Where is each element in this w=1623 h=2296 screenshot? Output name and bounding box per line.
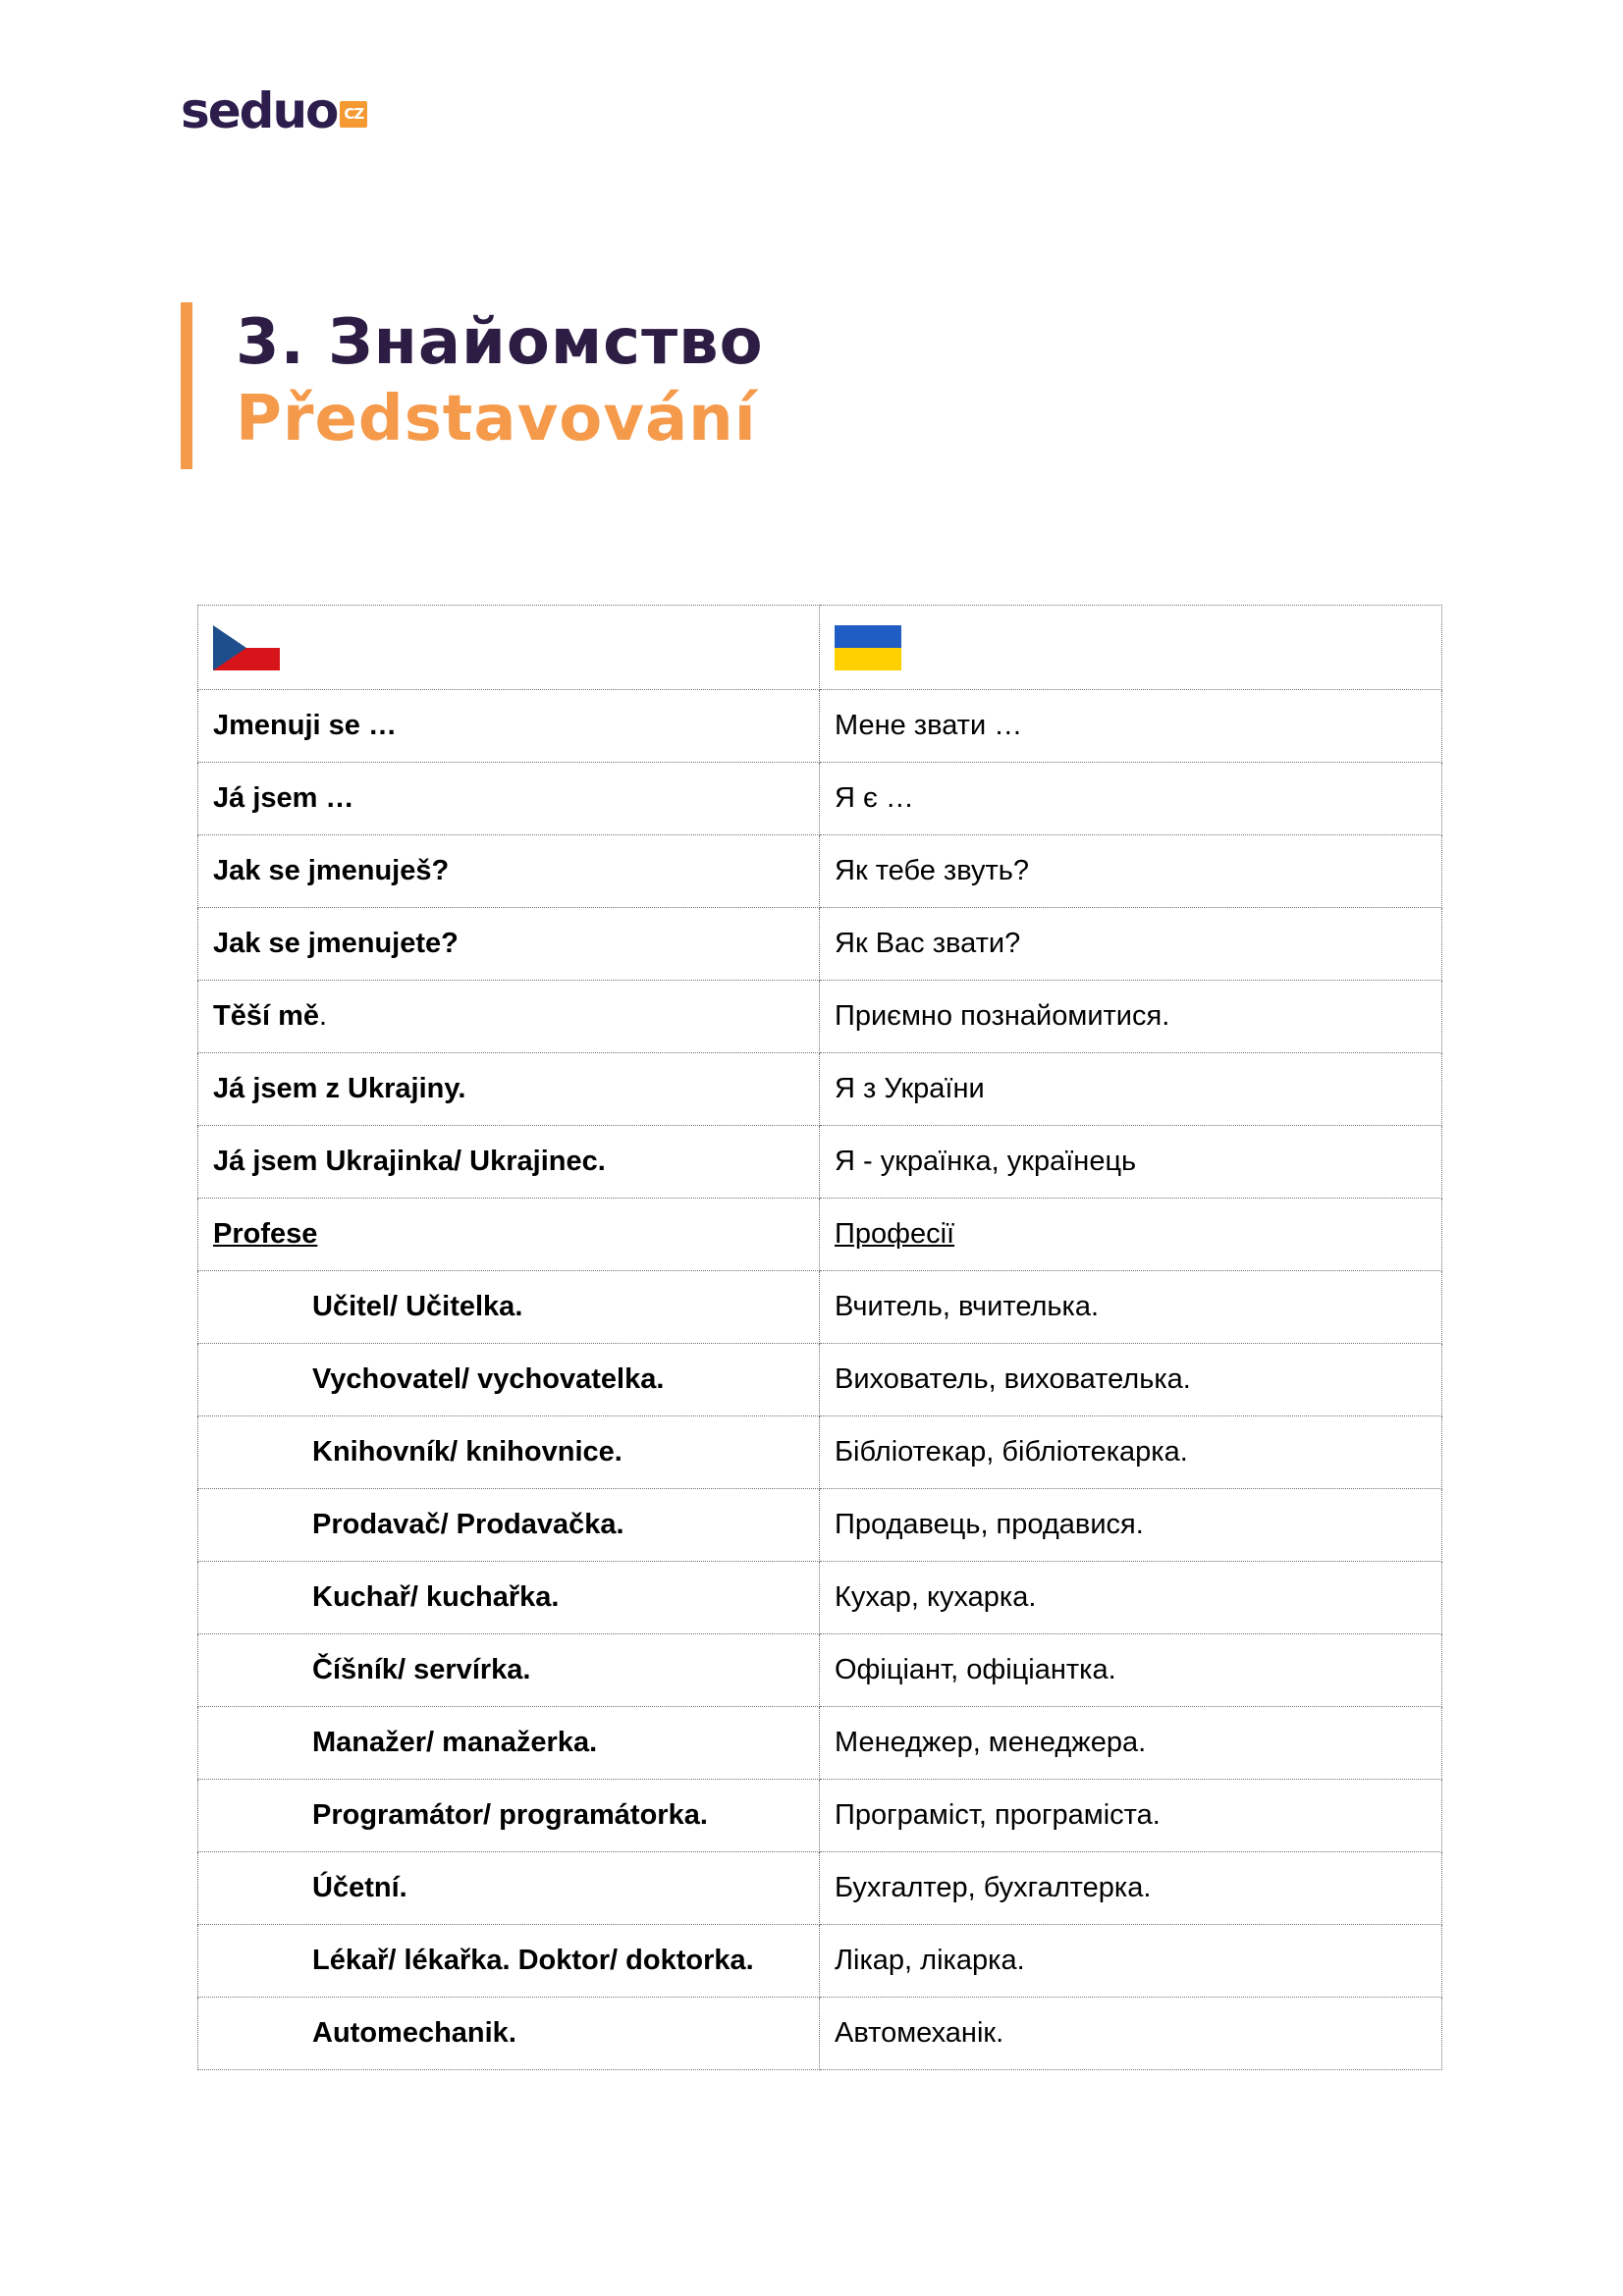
ukrainian-profession: Офіціант, офіціантка. (820, 1634, 1442, 1707)
czech-phrase-tail: . (319, 1000, 328, 1032)
table-row (198, 1126, 1442, 1199)
logo-wordmark: seduo (181, 82, 338, 139)
section-title-czech (198, 1199, 820, 1271)
heading-title-czech: Představování (236, 383, 757, 455)
table-row (198, 1271, 1442, 1344)
ukrainian-column-header (820, 606, 1442, 690)
czech-phrase-bold: Těší mě (213, 1000, 319, 1032)
section-title-ukrainian (820, 1199, 1442, 1271)
table-row (198, 1416, 1442, 1489)
flag-header-row (198, 606, 1442, 690)
heading-title-ukrainian: 3. Знайомство (236, 306, 764, 379)
ukrainian-phrase: Як Вас звати? (820, 908, 1442, 981)
czech-phrase: Já jsem … (198, 763, 820, 835)
ukrainian-profession: Вчитель, вчителька. (820, 1271, 1442, 1344)
czech-profession: Účetní. (198, 1852, 820, 1925)
czech-profession: Automechanik. (198, 1998, 820, 2070)
ukrainian-profession: Лікар, лікарка. (820, 1925, 1442, 1998)
ukrainian-phrase: Я з України (820, 1053, 1442, 1126)
czech-profession: Vychovatel/ vychovatelka. (198, 1344, 820, 1416)
ukrainian-profession: Бухгалтер, бухгалтерка. (820, 1852, 1442, 1925)
czech-profession: Knihovník/ knihovnice. (198, 1416, 820, 1489)
czech-phrase: Jak se jmenujete? (198, 908, 820, 981)
ukrainian-profession: Вихователь, вихователька. (820, 1344, 1442, 1416)
table-row (198, 1998, 1442, 2070)
czech-phrase (198, 981, 820, 1053)
czech-phrase: Já jsem Ukrajinka/ Ukrajinec. (198, 1126, 820, 1199)
table-row (198, 1562, 1442, 1634)
ukrainian-profession: Бібліотекар, бібліотекарка. (820, 1416, 1442, 1489)
czech-profession: Manažer/ manažerka. (198, 1707, 820, 1780)
ukrainian-phrase: Я є … (820, 763, 1442, 835)
section-title-czech-text: Profese (213, 1218, 318, 1250)
ukrainian-profession: Програміст, програміста. (820, 1780, 1442, 1852)
table-row (198, 1489, 1442, 1562)
table-row (198, 1852, 1442, 1925)
czech-profession: Programátor/ programátorka. (198, 1780, 820, 1852)
table-row (198, 1053, 1442, 1126)
section-header-row (198, 1199, 1442, 1271)
ukrainian-profession: Менеджер, менеджера. (820, 1707, 1442, 1780)
ukrainian-phrase: Мене звати … (820, 690, 1442, 763)
ukrainian-profession: Автомеханік. (820, 1998, 1442, 2070)
table-row (198, 1780, 1442, 1852)
czech-column-header (198, 606, 820, 690)
table-row (198, 1925, 1442, 1998)
czech-profession: Prodavač/ Prodavačka. (198, 1489, 820, 1562)
table-row (198, 690, 1442, 763)
czech-phrase: Jmenuji se … (198, 690, 820, 763)
ukrainian-phrase: Я - українка, українець (820, 1126, 1442, 1199)
table-row (198, 1344, 1442, 1416)
ukrainian-flag-icon (835, 625, 901, 670)
vocabulary-table (197, 605, 1442, 2070)
ukrainian-profession: Кухар, кухарка. (820, 1562, 1442, 1634)
ukrainian-phrase: Приємно познайомитися. (820, 981, 1442, 1053)
logo-country-badge: CZ (340, 101, 367, 128)
czech-profession: Číšník/ servírka. (198, 1634, 820, 1707)
seduo-logo (181, 77, 367, 139)
czech-profession: Učitel/ Učitelka. (198, 1271, 820, 1344)
table-row (198, 763, 1442, 835)
czech-phrase: Jak se jmenuješ? (198, 835, 820, 908)
table-row (198, 1634, 1442, 1707)
czech-profession: Lékař/ lékařka. Doktor/ doktorka. (198, 1925, 820, 1998)
page-heading (236, 304, 764, 457)
table-row (198, 908, 1442, 981)
czech-phrase: Já jsem z Ukrajiny. (198, 1053, 820, 1126)
ukrainian-profession: Продавець, продавися. (820, 1489, 1442, 1562)
czech-flag-icon (213, 625, 280, 670)
ukrainian-phrase: Як тебе звуть? (820, 835, 1442, 908)
section-title-ukrainian-text: Професії (835, 1218, 955, 1250)
heading-accent-bar (181, 302, 192, 469)
table-row (198, 1707, 1442, 1780)
table-row (198, 981, 1442, 1053)
czech-profession: Kuchař/ kuchařka. (198, 1562, 820, 1634)
table-row (198, 835, 1442, 908)
